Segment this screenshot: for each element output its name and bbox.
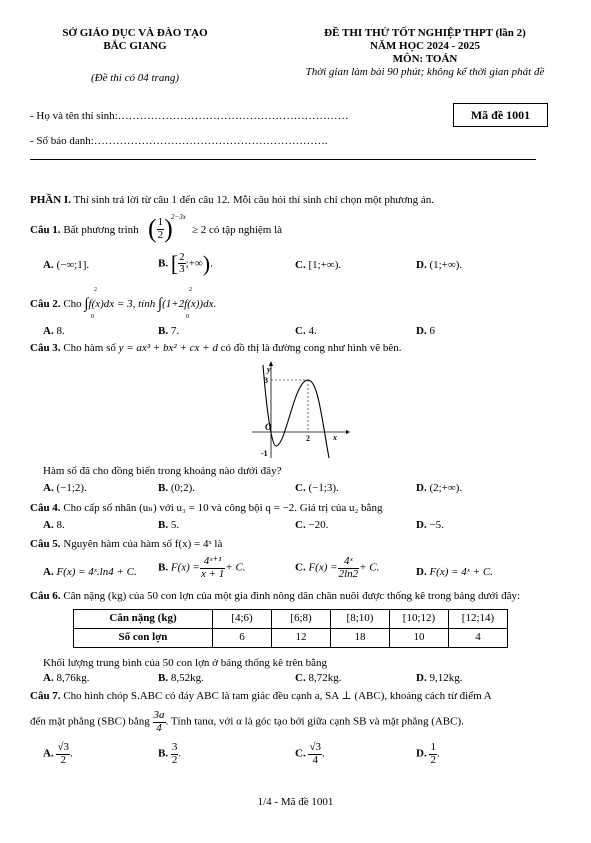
- school-year: NĂM HỌC 2024 - 2025: [370, 40, 480, 52]
- question-label: Câu 5.: [30, 538, 61, 550]
- question-text: Cho cấp số nhân (uₙ) với u₃ = 10 và công bội q = −2. Giá trị của u₂ bằng: [63, 502, 383, 514]
- fraction-denominator: 2ln2: [338, 567, 359, 580]
- option-text: 8.: [56, 519, 65, 531]
- candidate-name-field: - Họ và tên thí sinh:………………………………………………………: [30, 110, 349, 122]
- option-letter: B.: [158, 257, 169, 270]
- option-text: F(x) =: [170, 561, 200, 574]
- option-letter: A.: [43, 566, 54, 578]
- fraction-numerator: 3: [171, 741, 178, 753]
- page-footer: 1/4 - Mã đề 1001: [257, 796, 334, 808]
- question-text: Cho: [63, 297, 82, 310]
- option-letter: A.: [43, 259, 54, 271]
- option-letter: D.: [416, 259, 427, 271]
- option-letter: A.: [43, 482, 54, 494]
- q1-tail: ≥ 2 có tập nghiệm là: [192, 224, 283, 236]
- option-letter: A.: [43, 325, 54, 337]
- option-letter: C.: [295, 325, 306, 337]
- option-letter: C.: [295, 259, 306, 271]
- q7-option-d[interactable]: D. $\frac{1}{2}$ .: [416, 741, 440, 766]
- exam-title: ĐỀ THI THỬ TỐT NGHIỆP THPT (lần 2): [324, 27, 526, 39]
- fraction-denominator: 2: [60, 753, 66, 766]
- option-letter: B.: [158, 672, 169, 684]
- question-1: [30, 224, 139, 238]
- graph-origin-label: O: [265, 422, 272, 432]
- question-7: [30, 690, 492, 704]
- graph-y-tick: 3: [264, 376, 268, 385]
- option-text: (−1;3).: [308, 482, 339, 494]
- q1-option-b[interactable]: B. [ $\frac{2}{3}$ ;+∞).: [158, 250, 213, 276]
- question-text: Nguyên hàm của hàm số f(x) = 4ˣ là: [63, 538, 223, 550]
- option-text: + C.: [225, 561, 246, 574]
- q4-option-a[interactable]: [43, 519, 65, 533]
- q1-exponent: 2−3x: [171, 213, 186, 221]
- question-text: . Tính tanα, với α là góc tạo bởi giữa cạnh SB và mặt phẳng (ABC).: [165, 715, 464, 728]
- option-letter: C.: [295, 482, 306, 494]
- weight-table: [73, 609, 508, 648]
- question-label: Câu 7.: [30, 690, 61, 702]
- option-letter: A.: [43, 672, 54, 684]
- q1-option-a[interactable]: [43, 259, 89, 273]
- option-letter: D.: [416, 482, 427, 494]
- table-cell: [4;6): [213, 610, 272, 629]
- q1-option-d[interactable]: [416, 259, 462, 273]
- part-instruction: [30, 194, 434, 208]
- table-cell: [10;12): [390, 610, 449, 629]
- option-text: 7.: [170, 325, 180, 337]
- option-letter: A.: [43, 747, 54, 760]
- q6-option-c[interactable]: [295, 672, 341, 686]
- question-text: Cho hình chóp S.ABC có đáy ABC là tam giác đều cạnh a, SA ⊥ (ABC), khoảng cách từ điểm A: [63, 690, 492, 702]
- question-label: Câu 1.: [30, 224, 61, 236]
- option-text: −20.: [308, 519, 329, 531]
- q2-option-d[interactable]: [416, 325, 435, 339]
- table-cell: 10: [390, 629, 449, 648]
- q2-option-a[interactable]: [43, 325, 65, 339]
- option-text: 8.: [56, 325, 65, 337]
- q6-option-b[interactable]: [158, 672, 204, 686]
- question-text: đến mặt phẳng (SBC) bằng: [30, 715, 150, 728]
- q2-lower-limit-1: 0: [91, 314, 94, 320]
- q5-option-c[interactable]: [295, 556, 379, 580]
- option-letter: D.: [416, 325, 427, 337]
- option-text: 5.: [170, 519, 180, 531]
- option-text: (2;+∞).: [429, 482, 463, 494]
- question-text: f(x)dx = 3, tính: [88, 297, 156, 310]
- q5-option-b[interactable]: [158, 556, 246, 580]
- question-6: [30, 590, 520, 604]
- fraction-numerator: 4ˣ⁺¹: [200, 556, 225, 569]
- graph-y-label: y: [267, 365, 271, 374]
- table-cell: 12: [272, 629, 331, 648]
- exam-code-box: Mã đề 1001: [453, 103, 548, 127]
- option-letter: D.: [416, 519, 427, 531]
- graph-y-neg-tick: -1: [261, 449, 268, 458]
- option-letter: B.: [158, 747, 169, 760]
- q4-option-c[interactable]: [295, 519, 328, 533]
- q1-inequality: ( $\frac{1}{2}$ ): [148, 214, 173, 243]
- fraction-denominator: 2: [430, 753, 436, 766]
- x-axis-arrow: [346, 430, 350, 434]
- question-label: Câu 4.: [30, 502, 61, 514]
- question-label: Câu 3.: [30, 342, 61, 354]
- q3-option-c[interactable]: [295, 482, 339, 496]
- candidate-id-field: - Số báo danh:……………………………………………………….: [30, 135, 328, 147]
- option-letter: C.: [295, 561, 306, 574]
- q7-option-b[interactable]: B. $\frac{3}{2}$ .: [158, 741, 182, 766]
- question-4: [30, 502, 382, 516]
- option-text: 4.: [308, 325, 317, 337]
- option-letter: D.: [416, 566, 427, 578]
- part-instruction-text: Thí sinh trả lời từ câu 1 đến câu 12. Mỗi câu hỏi thí sinh chỉ chọn một phương án.: [70, 194, 435, 206]
- fraction-numerator: √3: [57, 741, 69, 753]
- option-letter: A.: [43, 519, 54, 531]
- question-text: có đồ thị là đường cong như hình vẽ bên.: [220, 342, 402, 354]
- q2-option-b[interactable]: [158, 325, 179, 339]
- option-letter: C.: [295, 672, 306, 684]
- question-2: Câu 2. Cho ∫f(x)dx = 3, tính ∫(1+2f(x))dx.: [30, 296, 217, 312]
- table-cell: 18: [331, 629, 390, 648]
- table-cell: 4: [449, 629, 508, 648]
- fraction-denominator: x + 1: [200, 567, 225, 580]
- page-count-note: (Đề thi có 04 trang): [91, 72, 179, 84]
- option-letter: D.: [416, 747, 427, 760]
- option-text: 8,76kg.: [56, 672, 90, 684]
- fraction-numerator: √3: [309, 741, 321, 753]
- q2-upper-limit-2: 2: [189, 287, 192, 293]
- table-cell: [6;8): [272, 610, 331, 629]
- option-text: 6: [429, 325, 435, 337]
- question-text: Bất phương trình: [63, 224, 139, 236]
- question-label: Câu 2.: [30, 297, 61, 310]
- cubic-curve: [263, 365, 329, 458]
- q4-option-d[interactable]: [416, 519, 444, 533]
- table-row: [74, 610, 508, 629]
- q5-option-d[interactable]: [416, 566, 493, 580]
- q3-option-b[interactable]: [158, 482, 195, 496]
- table-header-cell: Cân nặng (kg): [74, 610, 213, 629]
- option-text: F(x) =: [308, 561, 338, 574]
- q2-option-c[interactable]: [295, 325, 317, 339]
- fraction-numerator: 4ˣ: [338, 556, 360, 569]
- option-letter: C.: [295, 519, 306, 531]
- q4-option-b[interactable]: [158, 519, 179, 533]
- province-name: BẮC GIANG: [103, 40, 167, 52]
- fraction-numerator: 3a: [153, 709, 165, 721]
- option-text: (−1;2).: [56, 482, 87, 494]
- question-text: Cân nặng (kg) của 50 con lợn của một gia đình nông dân chăn nuôi được thống kê trong bảng dưới đây:: [63, 590, 521, 602]
- table-cell: 6: [213, 629, 272, 648]
- option-text: (−∞;1].: [56, 259, 90, 271]
- table-cell: [8;10): [331, 610, 390, 629]
- time-note: Thời gian làm bài 90 phút; không kể thời gian phát đề: [305, 66, 545, 78]
- fraction-numerator: 1: [430, 741, 436, 753]
- option-text: [1;+∞).: [308, 259, 342, 271]
- question-3: [30, 342, 401, 356]
- subject: MÔN: TOÁN: [392, 53, 458, 65]
- option-text: −5.: [429, 519, 444, 531]
- table-header-cell: Số con lợn: [74, 629, 213, 648]
- q3-option-d[interactable]: [416, 482, 462, 496]
- option-letter: C.: [295, 747, 306, 760]
- option-text: (0;2).: [170, 482, 195, 494]
- question-5: [30, 538, 222, 552]
- option-text: + C.: [359, 561, 380, 574]
- question-formula: y = ax³ + bx² + cx + d: [118, 342, 218, 354]
- q1-option-c[interactable]: [295, 259, 341, 273]
- q7-option-c[interactable]: C. $\frac{√3}{4}$ .: [295, 741, 325, 766]
- question-7-line-2: [30, 710, 464, 734]
- fraction-denominator: 4: [156, 721, 162, 734]
- cubic-graph: [250, 360, 350, 460]
- option-text: 9,12kg.: [429, 672, 463, 684]
- q2-lower-limit-2: 0: [186, 314, 189, 320]
- question-text: (1+2f(x))dx.: [162, 297, 217, 310]
- q3-option-a[interactable]: [43, 482, 87, 496]
- q7-option-a[interactable]: A. $\frac{√3}{2}$ .: [43, 741, 73, 766]
- q3-question: Hàm số đã cho đồng biến trong khoảng nào dưới đây?: [43, 465, 282, 477]
- graph-x-label: x: [333, 433, 337, 442]
- option-text: +∞: [188, 257, 203, 270]
- fraction-denominator: 4: [312, 753, 318, 766]
- q6-question: Khối lượng trung bình của 50 con lợn ở bảng thống kê trên bằng: [43, 657, 328, 669]
- q2-upper-limit-1: 2: [94, 287, 97, 293]
- table-cell: [12;14): [449, 610, 508, 629]
- option-text: 8,72kg.: [308, 672, 342, 684]
- option-text: 8,52kg.: [170, 672, 204, 684]
- question-text: Cho hàm số: [63, 342, 116, 354]
- option-text: F(x) = 4ˣ + C.: [429, 566, 493, 578]
- option-letter: B.: [158, 519, 169, 531]
- graph-x-tick: 2: [306, 434, 310, 443]
- q6-option-a[interactable]: [43, 672, 89, 686]
- table-row: [74, 629, 508, 648]
- header-divider: [30, 159, 536, 160]
- option-letter: B.: [158, 325, 169, 337]
- option-letter: D.: [416, 672, 427, 684]
- q5-option-a[interactable]: [43, 566, 137, 580]
- question-label: Câu 6.: [30, 590, 61, 602]
- option-text: (1;+∞).: [429, 259, 463, 271]
- option-letter: B.: [158, 561, 169, 574]
- fraction-denominator: 2: [171, 753, 178, 766]
- part-title: PHẦN I.: [30, 194, 71, 206]
- option-text: F(x) = 4ˣ.ln4 + C.: [56, 566, 137, 578]
- department-name: SỞ GIÁO DỤC VÀ ĐÀO TẠO: [62, 27, 208, 39]
- q6-option-d[interactable]: [416, 672, 462, 686]
- option-letter: B.: [158, 482, 169, 494]
